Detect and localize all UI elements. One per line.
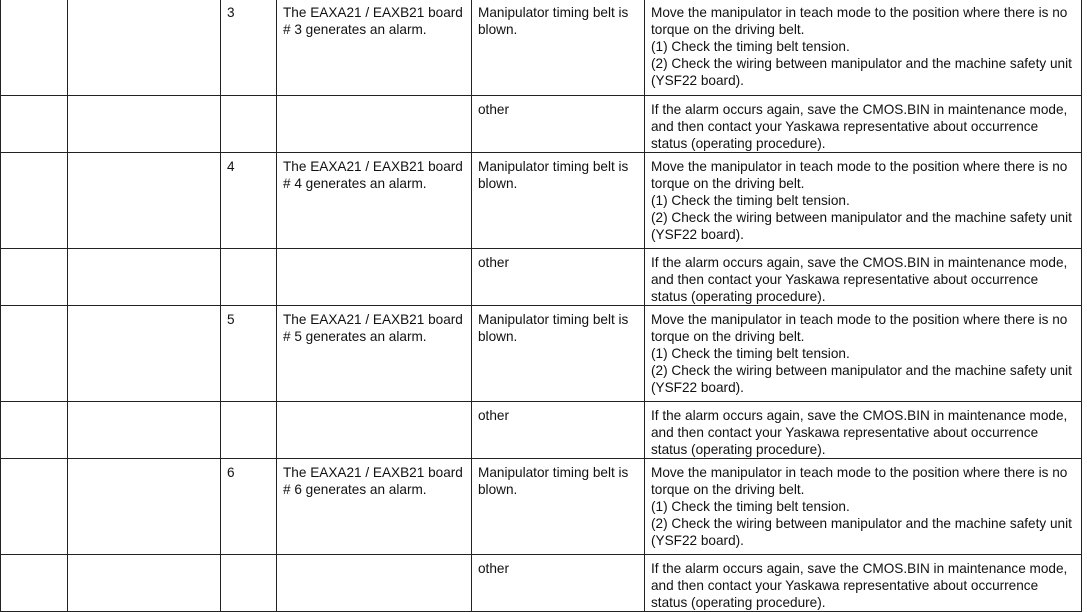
- remedy-line: Move the manipulator in teach mode to the position where there is no: [651, 159, 1068, 174]
- remedy-line: status (operating procedure).: [651, 136, 826, 151]
- empty-cell: [1, 555, 68, 612]
- remedy-line: (2) Check the wiring between manipulator and the machine safety unit: [651, 210, 1072, 225]
- empty-cell: [68, 249, 221, 306]
- alarm-number: 6: [227, 465, 235, 480]
- alarm-number-cell: [221, 153, 277, 249]
- table-row: [1, 96, 1082, 153]
- remedy-line: (YSF22 board).: [651, 227, 744, 242]
- empty-cell: [68, 153, 221, 249]
- empty-cell: [277, 249, 472, 306]
- detail-text: Manipulator timing belt is blown.: [478, 312, 629, 344]
- table-row: [1, 459, 1082, 555]
- empty-cell: [1, 153, 68, 249]
- empty-cell: [1, 96, 68, 153]
- empty-cell: [1, 402, 68, 459]
- empty-cell: [68, 96, 221, 153]
- cause-cell: [277, 0, 472, 96]
- alarm-number-cell: [221, 306, 277, 402]
- remedy-line: (2) Check the wiring between manipulator and the machine safety unit: [651, 363, 1072, 378]
- empty-cell: [1, 249, 68, 306]
- detail-cell: [472, 153, 645, 249]
- cause-cell: [277, 306, 472, 402]
- remedy-line: and then contact your Yaskawa representative about occurrence: [651, 272, 1039, 287]
- other-label: other: [478, 255, 509, 270]
- empty-cell: [221, 402, 277, 459]
- detail-cell: [472, 306, 645, 402]
- remedy-cell: [645, 306, 1082, 402]
- detail-text: Manipulator timing belt is blown.: [478, 5, 629, 37]
- remedy-line: Move the manipulator in teach mode to the position where there is no: [651, 5, 1068, 20]
- empty-cell: [277, 555, 472, 612]
- empty-cell: [277, 402, 472, 459]
- detail-cell: [472, 249, 645, 306]
- remedy-line: torque on the driving belt.: [651, 482, 805, 497]
- remedy-cell: [645, 0, 1082, 96]
- remedy-cell: [645, 402, 1082, 459]
- table-row: [1, 153, 1082, 249]
- remedy-line: If the alarm occurs again, save the CMOS.BIN in maintenance mode,: [651, 561, 1068, 576]
- empty-cell: [68, 459, 221, 555]
- empty-cell: [221, 96, 277, 153]
- remedy-line: (YSF22 board).: [651, 380, 744, 395]
- remedy-cell: [645, 555, 1082, 612]
- alarm-number: 5: [227, 312, 235, 327]
- remedy-line: (2) Check the wiring between manipulator and the machine safety unit: [651, 516, 1072, 531]
- remedy-line: status (operating procedure).: [651, 289, 826, 304]
- remedy-line: If the alarm occurs again, save the CMOS.BIN in maintenance mode,: [651, 255, 1068, 270]
- remedy-line: (1) Check the timing belt tension.: [651, 39, 850, 54]
- remedy-line: (1) Check the timing belt tension.: [651, 346, 850, 361]
- remedy-line: (YSF22 board).: [651, 73, 744, 88]
- remedy-line: (YSF22 board).: [651, 533, 744, 548]
- detail-cell: [472, 459, 645, 555]
- empty-cell: [1, 306, 68, 402]
- remedy-cell: [645, 459, 1082, 555]
- cause-text: The EAXA21 / EAXB21 board # 4 generates an alarm.: [283, 159, 463, 191]
- empty-cell: [277, 96, 472, 153]
- table-row: [1, 555, 1082, 612]
- alarm-number-cell: [221, 0, 277, 96]
- table-row: [1, 306, 1082, 402]
- remedy-line: and then contact your Yaskawa representative about occurrence: [651, 425, 1039, 440]
- remedy-line: torque on the driving belt.: [651, 22, 805, 37]
- empty-cell: [1, 0, 68, 96]
- cause-cell: [277, 153, 472, 249]
- remedy-line: and then contact your Yaskawa representative about occurrence: [651, 578, 1039, 593]
- detail-cell: [472, 402, 645, 459]
- alarm-number: 4: [227, 159, 235, 174]
- table-row: [1, 249, 1082, 306]
- cause-text: The EAXA21 / EAXB21 board # 3 generates an alarm.: [283, 5, 463, 37]
- table-row: [1, 0, 1082, 96]
- remedy-line: (1) Check the timing belt tension.: [651, 499, 850, 514]
- empty-cell: [221, 249, 277, 306]
- remedy-line: If the alarm occurs again, save the CMOS.BIN in maintenance mode,: [651, 102, 1068, 117]
- detail-cell: [472, 96, 645, 153]
- remedy-line: If the alarm occurs again, save the CMOS.BIN in maintenance mode,: [651, 408, 1068, 423]
- remedy-line: (1) Check the timing belt tension.: [651, 193, 850, 208]
- empty-cell: [68, 306, 221, 402]
- detail-text: Manipulator timing belt is blown.: [478, 465, 629, 497]
- remedy-cell: [645, 249, 1082, 306]
- remedy-line: Move the manipulator in teach mode to the position where there is no: [651, 465, 1068, 480]
- remedy-cell: [645, 153, 1082, 249]
- remedy-cell: [645, 96, 1082, 153]
- detail-cell: [472, 0, 645, 96]
- remedy-line: status (operating procedure).: [651, 442, 826, 457]
- table-row: [1, 402, 1082, 459]
- detail-text: Manipulator timing belt is blown.: [478, 159, 629, 191]
- detail-cell: [472, 555, 645, 612]
- empty-cell: [68, 402, 221, 459]
- cause-cell: [277, 459, 472, 555]
- remedy-line: torque on the driving belt.: [651, 329, 805, 344]
- other-label: other: [478, 561, 509, 576]
- other-label: other: [478, 408, 509, 423]
- cause-text: The EAXA21 / EAXB21 board # 5 generates an alarm.: [283, 312, 463, 344]
- remedy-line: status (operating procedure).: [651, 595, 826, 610]
- remedy-line: torque on the driving belt.: [651, 176, 805, 191]
- empty-cell: [68, 555, 221, 612]
- empty-cell: [1, 459, 68, 555]
- other-label: other: [478, 102, 509, 117]
- remedy-line: (2) Check the wiring between manipulator and the machine safety unit: [651, 56, 1072, 71]
- empty-cell: [68, 0, 221, 96]
- empty-cell: [221, 555, 277, 612]
- cause-text: The EAXA21 / EAXB21 board # 6 generates an alarm.: [283, 465, 463, 497]
- remedy-line: Move the manipulator in teach mode to the position where there is no: [651, 312, 1068, 327]
- alarm-number: 3: [227, 5, 235, 20]
- alarm-number-cell: [221, 459, 277, 555]
- remedy-line: and then contact your Yaskawa representative about occurrence: [651, 119, 1039, 134]
